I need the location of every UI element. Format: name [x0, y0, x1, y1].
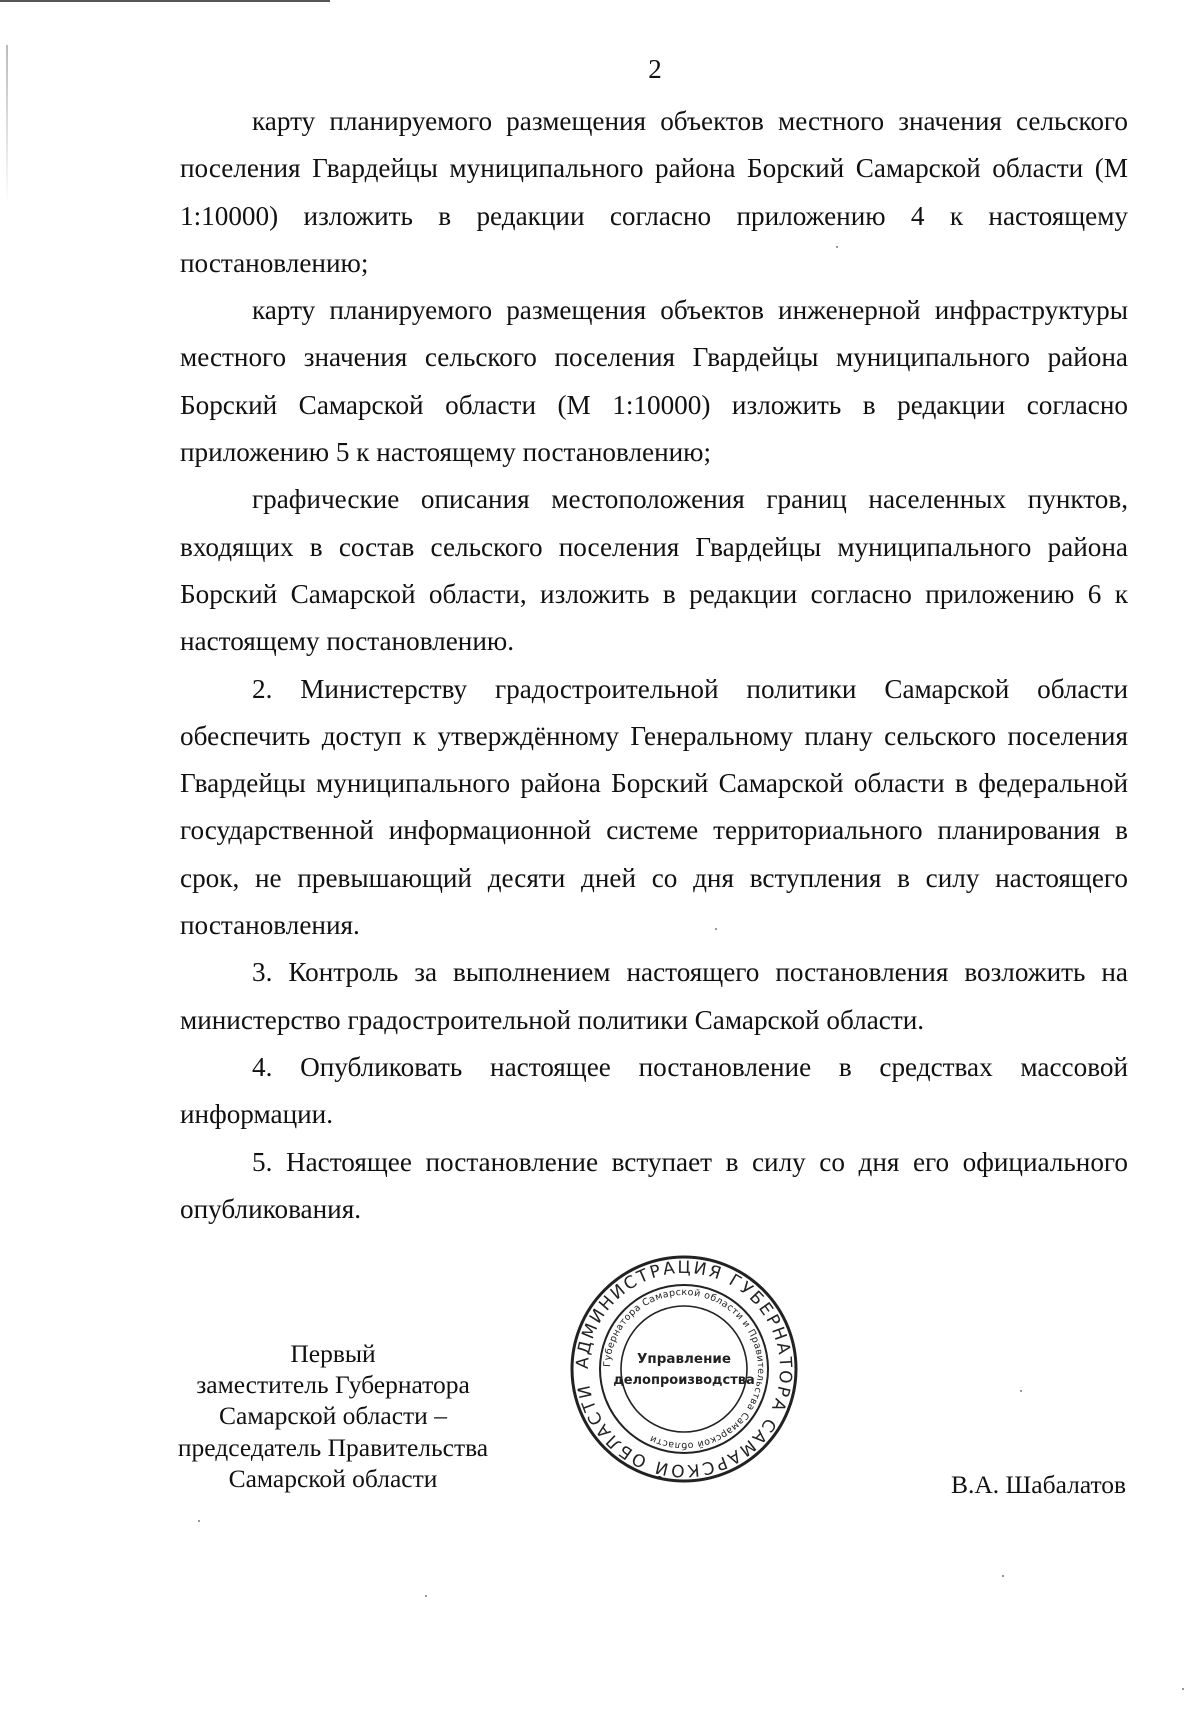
scan-speck	[198, 1520, 200, 1522]
stamp-inner-text: Губернатора Самарской области и Правительства Самарской области	[601, 1286, 767, 1452]
scan-edge-line	[0, 0, 330, 2]
signatory-position-line: Самарской области –	[219, 1401, 447, 1431]
paragraph-item-4: 4. Опубликовать настоящее постановление в средствах массовой информации.	[180, 1051, 1128, 1130]
official-seal-stamp	[568, 1253, 800, 1485]
scan-speck	[1020, 1390, 1022, 1392]
stamp-center-line-1: Управление	[636, 1351, 732, 1367]
scan-speck	[1182, 1688, 1184, 1690]
document-body	[180, 98, 1128, 1233]
signatory-position	[160, 1338, 506, 1494]
paragraph-boundaries-description: графические описания местоположения границ населенных пунктов, входящих в состав сельского поселения Гвардейцы муниципального района Борский Самарской области, изложить в редакции согласно приложению 6 к настоящему постановлению.	[180, 484, 1128, 657]
signatory-position-line: Самарской области	[228, 1463, 438, 1493]
scan-speck	[1002, 1575, 1004, 1577]
scan-speck	[715, 928, 717, 930]
signatory-position-line: председатель Правительства	[177, 1432, 489, 1462]
signatory-name: В.А. Шабалатов	[951, 1470, 1127, 1499]
page-number: 2	[648, 54, 662, 84]
stamp-outer-text: АДМИНИСТРАЦИЯ ГУБЕРНАТОРА САМАРСКОЙ ОБЛАСТИ	[572, 1257, 796, 1481]
signatory-position-line: Первый	[290, 1339, 376, 1368]
stamp-center-line-2: делопроизводства	[613, 1373, 755, 1388]
paragraph-item-3: 3. Контроль за выполнением настоящего постановления возложить на министерство градостроительной политики Самарской области.	[180, 957, 1128, 1035]
paragraph-map-infrastructure: карту планируемого размещения объектов инженерной инфраструктуры местного значения сельского поселения Гвардейцы муниципального района Борский Самарской области (М 1:10000) изложить в редакции согласно приложению 5 к настоящему постановлению;	[180, 295, 1128, 468]
signatory-position-line: заместитель Губернатора	[196, 1370, 470, 1400]
paragraph-item-2: 2. Министерству градостроительной политики Самарской области обеспечить доступ к утверждённому Генеральному плану сельского поселения Гвардейцы муниципального района Борский Самарской области в федеральной государственной информационной системе территориального планирования в срок, не превышающий десяти дней со дня вступления в силу настоящего постановления.	[180, 673, 1128, 941]
paragraph-item-5: 5. Настоящее постановление вступает в силу со дня его официального опубликования.	[180, 1146, 1128, 1224]
paragraph-map-local-objects: карту планируемого размещения объектов местного значения сельского поселения Гвардейцы муниципального района Борский Самарской области (М 1:10000) изложить в редакции согласно приложению 4 к настоящему постановлению;	[180, 106, 1128, 278]
scan-speck	[425, 1595, 427, 1597]
stamp-inner-ring	[621, 1306, 747, 1432]
scan-speck	[836, 246, 838, 248]
stamp-middle-ring	[600, 1285, 768, 1453]
